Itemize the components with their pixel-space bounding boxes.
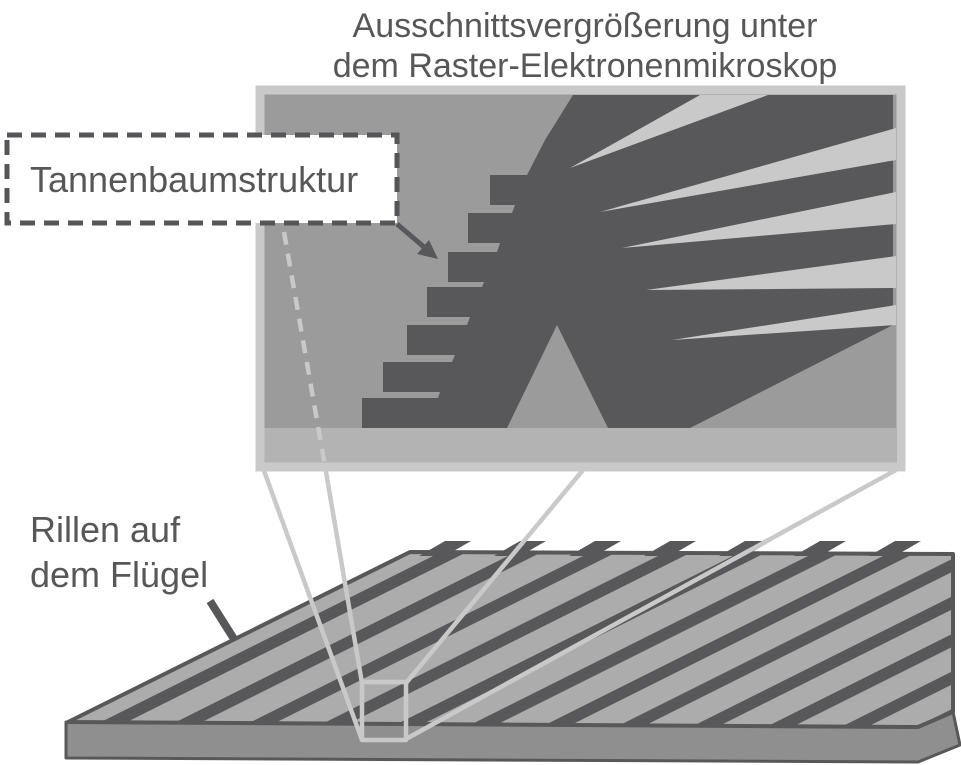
wing-label-line-1: Rillen auf [30,509,181,550]
title-line-1: Ausschnittsvergrößerung unter [352,7,818,45]
title-line-2: dem Raster-Elektronenmikroskop [332,47,838,85]
wing-label-line-2: dem Flügel [30,554,209,595]
callout-label: Tannenbaumstruktur [30,159,359,200]
diagram-title [333,7,838,85]
sem-substrate-band [264,428,896,463]
wing-label-pointer [210,601,234,639]
wing-label [30,509,234,639]
